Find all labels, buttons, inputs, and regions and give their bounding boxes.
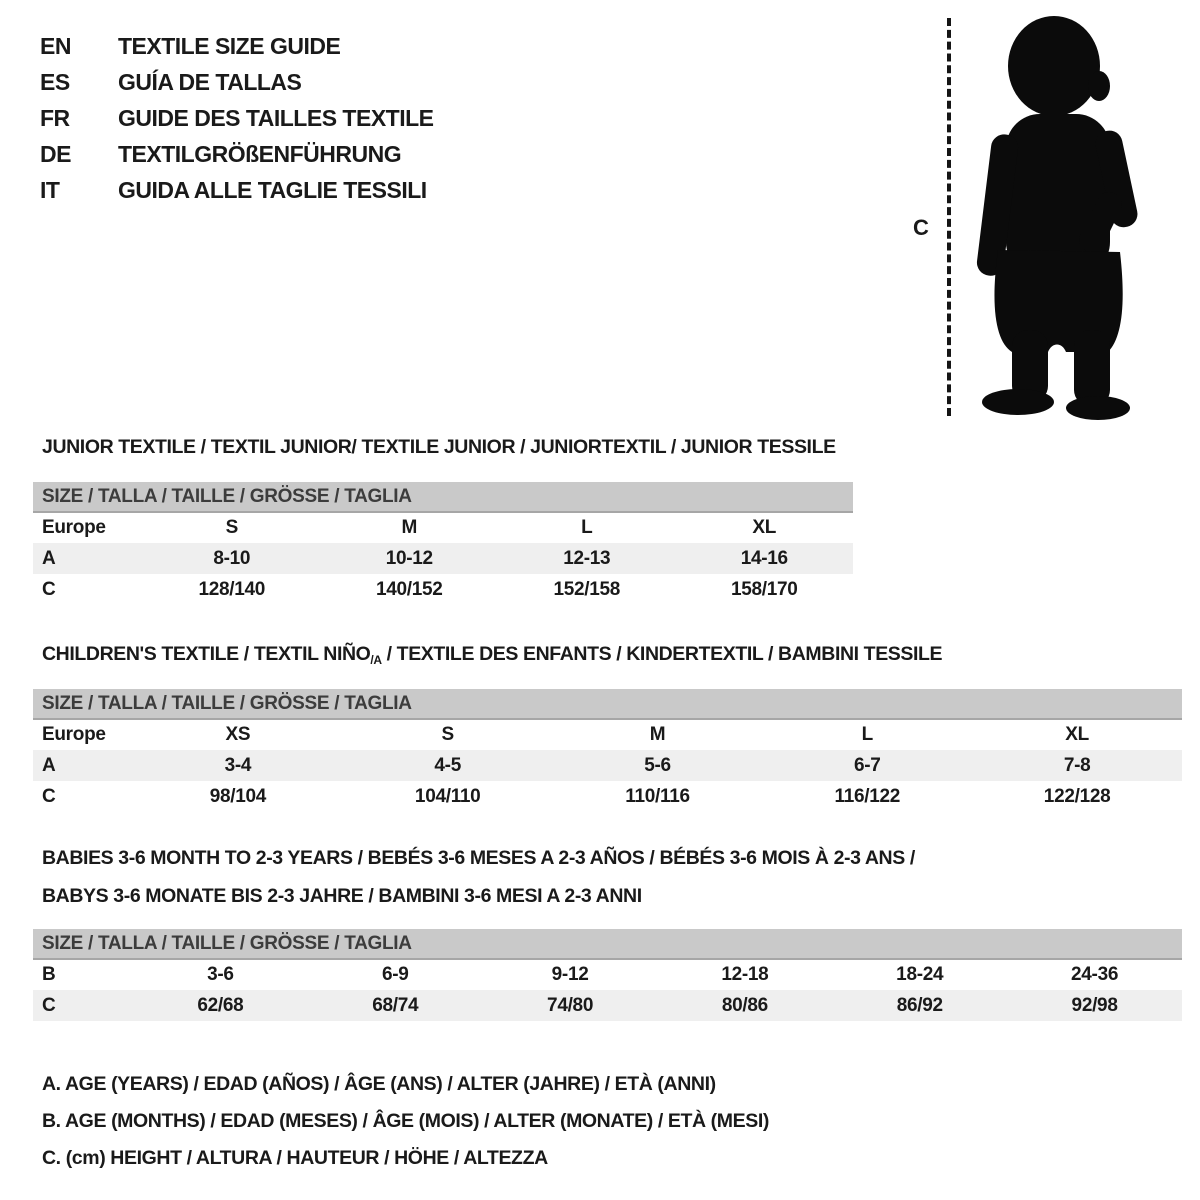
toddler-silhouette-icon	[962, 12, 1152, 422]
lang-row-es	[40, 64, 434, 100]
lang-row-fr	[40, 100, 434, 136]
cell: S	[225, 517, 238, 538]
cell: S	[441, 724, 454, 745]
children-title-pre: CHILDREN'S TEXTILE / TEXTIL NIÑO	[42, 643, 371, 665]
lang-code: FR	[40, 104, 70, 131]
cell: 9-12	[551, 964, 589, 985]
language-header	[40, 28, 434, 208]
cell: 6-7	[762, 750, 972, 781]
lang-title: GUIDA ALLE TAGLIE TESSILI	[118, 176, 427, 203]
cell: 18-24	[896, 964, 944, 985]
cell: 24-36	[1071, 964, 1119, 985]
lang-code: DE	[40, 140, 71, 167]
cell: 140/152	[375, 578, 443, 600]
cell: XS	[225, 724, 251, 745]
cell: 128/140	[198, 578, 266, 600]
cell: 86/92	[832, 990, 1007, 1021]
row-label-europe: Europe	[42, 517, 106, 538]
table-row	[33, 990, 1182, 1021]
cell: 3-6	[207, 964, 234, 985]
cell: 3-4	[133, 750, 343, 781]
row-label-c: C	[42, 785, 56, 807]
cell: L	[581, 517, 593, 538]
lang-row-en	[40, 28, 434, 64]
row-label-c: C	[33, 990, 133, 1021]
cell: 62/68	[133, 990, 308, 1021]
cell: L	[861, 724, 873, 745]
cell: 5-6	[553, 750, 763, 781]
lang-title: TEXTILGRÖßENFÜHRUNG	[118, 140, 402, 167]
cell: 12-13	[498, 543, 676, 574]
children-title-post: / TEXTILE DES ENFANTS / KINDERTEXTIL / BAMBINI TESSILE	[381, 643, 943, 665]
table-row	[33, 543, 853, 574]
cell: 104/110	[414, 785, 481, 807]
cell: 158/170	[730, 578, 798, 600]
cell: M	[401, 517, 418, 538]
lang-code: EN	[40, 32, 71, 59]
row-label-c: C	[42, 578, 56, 600]
lang-code: ES	[40, 68, 70, 95]
row-label-a: A	[33, 750, 133, 781]
row-label-b: B	[42, 964, 56, 985]
cell: 122/128	[1043, 785, 1111, 807]
height-measure-label: C	[913, 215, 929, 240]
babies-section-title-line1: BABIES 3-6 MONTH TO 2-3 YEARS / BEBÉS 3-6 MESES A 2-3 AÑOS / BÉBÉS 3-6 MOIS À 2-3 ANS /	[42, 847, 915, 869]
cell: 116/122	[834, 785, 901, 807]
lang-title: TEXTILE SIZE GUIDE	[118, 32, 341, 59]
children-title-sub: /A	[370, 653, 382, 667]
junior-table-header: SIZE / TALLA / TAILLE / GRÖSSE / TAGLIA	[33, 482, 853, 512]
table-row	[33, 781, 1182, 812]
cell: 4-5	[343, 750, 553, 781]
cell: 68/74	[308, 990, 483, 1021]
cell: XL	[752, 517, 777, 538]
lang-row-de	[40, 136, 434, 172]
children-section-title	[42, 643, 942, 667]
cell: 6-9	[381, 964, 409, 985]
legend-line-c: C. (cm) HEIGHT / ALTURA / HAUTEUR / HÖHE / ALTEZZA	[42, 1147, 548, 1169]
junior-size-table	[33, 482, 853, 605]
cell: XL	[1065, 724, 1089, 745]
cell: 110/116	[625, 785, 690, 807]
table-row	[33, 512, 853, 543]
lang-code: IT	[40, 176, 60, 203]
lang-title: GUIDE DES TAILLES TEXTILE	[118, 104, 434, 131]
legend	[42, 1066, 769, 1177]
babies-size-table	[33, 929, 1182, 1021]
cell: 74/80	[483, 990, 658, 1021]
table-row	[33, 574, 853, 605]
babies-section-title-line2: BABYS 3-6 MONATE BIS 2-3 JAHRE / BAMBINI 3-6 MESI A 2-3 ANNI	[42, 885, 642, 907]
children-size-table	[33, 689, 1182, 812]
cell: 152/158	[553, 578, 621, 600]
cell: 10-12	[321, 543, 499, 574]
legend-line-a: A. AGE (YEARS) / EDAD (AÑOS) / ÂGE (ANS) / ALTER (JAHRE) / ETÀ (ANNI)	[42, 1073, 716, 1095]
legend-line-b: B. AGE (MONTHS) / EDAD (MESES) / ÂGE (MOIS) / ALTER (MONATE) / ETÀ (MESI)	[42, 1110, 769, 1132]
cell: 98/104	[209, 785, 267, 807]
lang-title: GUÍA DE TALLAS	[118, 68, 302, 95]
row-label-europe: Europe	[42, 724, 106, 745]
cell: 80/86	[657, 990, 832, 1021]
cell: 14-16	[676, 543, 854, 574]
junior-section-title: JUNIOR TEXTILE / TEXTIL JUNIOR/ TEXTILE JUNIOR / JUNIORTEXTIL / JUNIOR TESSILE	[42, 436, 836, 458]
children-table-header: SIZE / TALLA / TAILLE / GRÖSSE / TAGLIA	[33, 689, 1182, 719]
table-row	[33, 719, 1182, 750]
height-measure-dashed-line	[947, 18, 951, 416]
lang-row-it	[40, 172, 434, 208]
cell: 12-18	[721, 964, 769, 985]
cell: M	[649, 724, 666, 745]
table-row	[33, 959, 1182, 990]
babies-table-header: SIZE / TALLA / TAILLE / GRÖSSE / TAGLIA	[33, 929, 1182, 959]
cell: 7-8	[972, 750, 1182, 781]
table-row	[33, 750, 1182, 781]
row-label-a: A	[33, 543, 143, 574]
cell: 8-10	[143, 543, 321, 574]
cell: 92/98	[1007, 990, 1182, 1021]
